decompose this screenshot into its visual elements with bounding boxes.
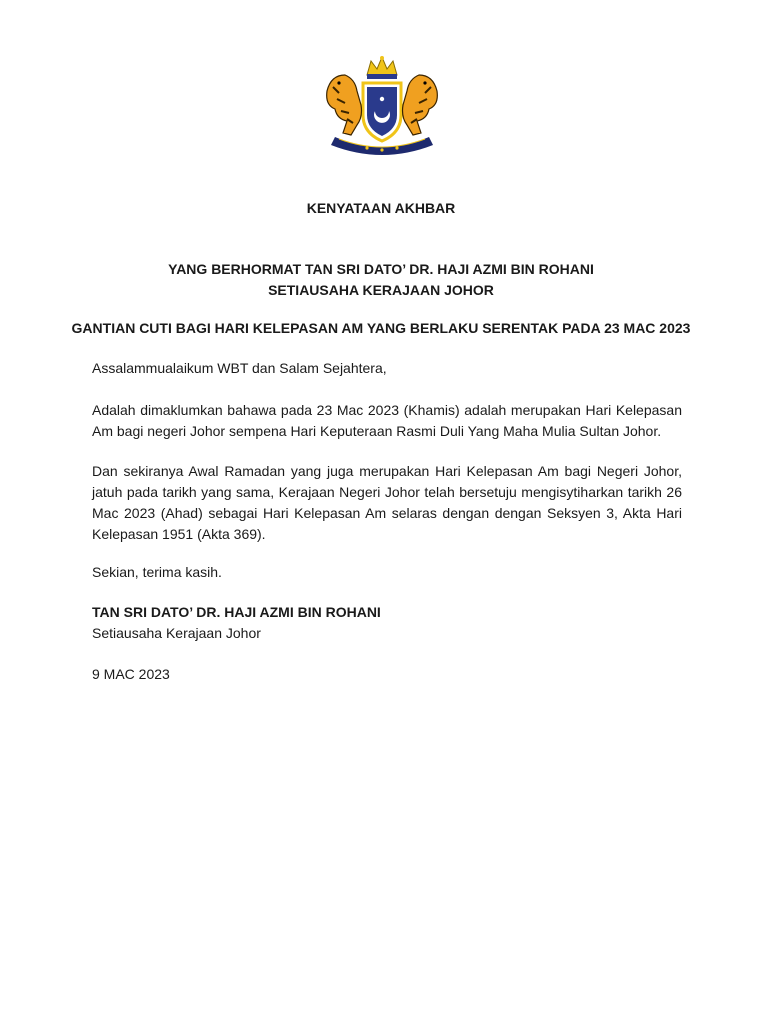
left-tiger-icon [327,75,362,135]
greeting-text: Assalammualaikum WBT dan Salam Sejahtera, [92,360,387,376]
press-release-title: KENYATAAN AKHBAR [306,200,456,216]
crown-icon [367,56,397,79]
johor-coat-of-arms-icon [317,53,447,158]
official-position-line: SETIAUSAHA KERAJAAN JOHOR [268,282,494,298]
paragraph-1: Adalah dimaklumkan bahawa pada 23 Mac 2023 (Khamis) adalah merupakan Hari Kelepasan Am bagi negeri Johor sempena Hari Keputeraan Rasmi Duli Yang Maha Mulia Sultan Johor. [92,402,682,439]
official-name-line: YANG BERHORMAT TAN SRI DATO’ DR. HAJI AZMI BIN ROHANI [168,261,594,277]
signatory-name: TAN SRI DATO’ DR. HAJI AZMI BIN ROHANI [92,604,381,620]
release-date: 9 MAC 2023 [92,666,170,682]
right-tiger-icon [403,75,438,135]
signatory-position: Setiausaha Kerajaan Johor [92,625,261,641]
subject-heading: GANTIAN CUTI BAGI HARI KELEPASAN AM YANG BERLAKU SERENTAK PADA 23 MAC 2023 [71,320,691,336]
paragraph-2: Dan sekiranya Awal Ramadan yang juga merupakan Hari Kelepasan Am bagi Negeri Johor, jatuh pada tarikh yang sama, Kerajaan Negeri Johor telah bersetuju mengisytiharkan tarikh 26 Mac 2023 (Ahad) sebagai Hari Kelepasan Am selaras dengan dengan Seksyen 3, Akta Hari Kelepasan 1951 (Akta 369). [92,463,682,542]
closing-text: Sekian, terima kasih. [92,564,222,580]
shield-icon [363,83,401,141]
